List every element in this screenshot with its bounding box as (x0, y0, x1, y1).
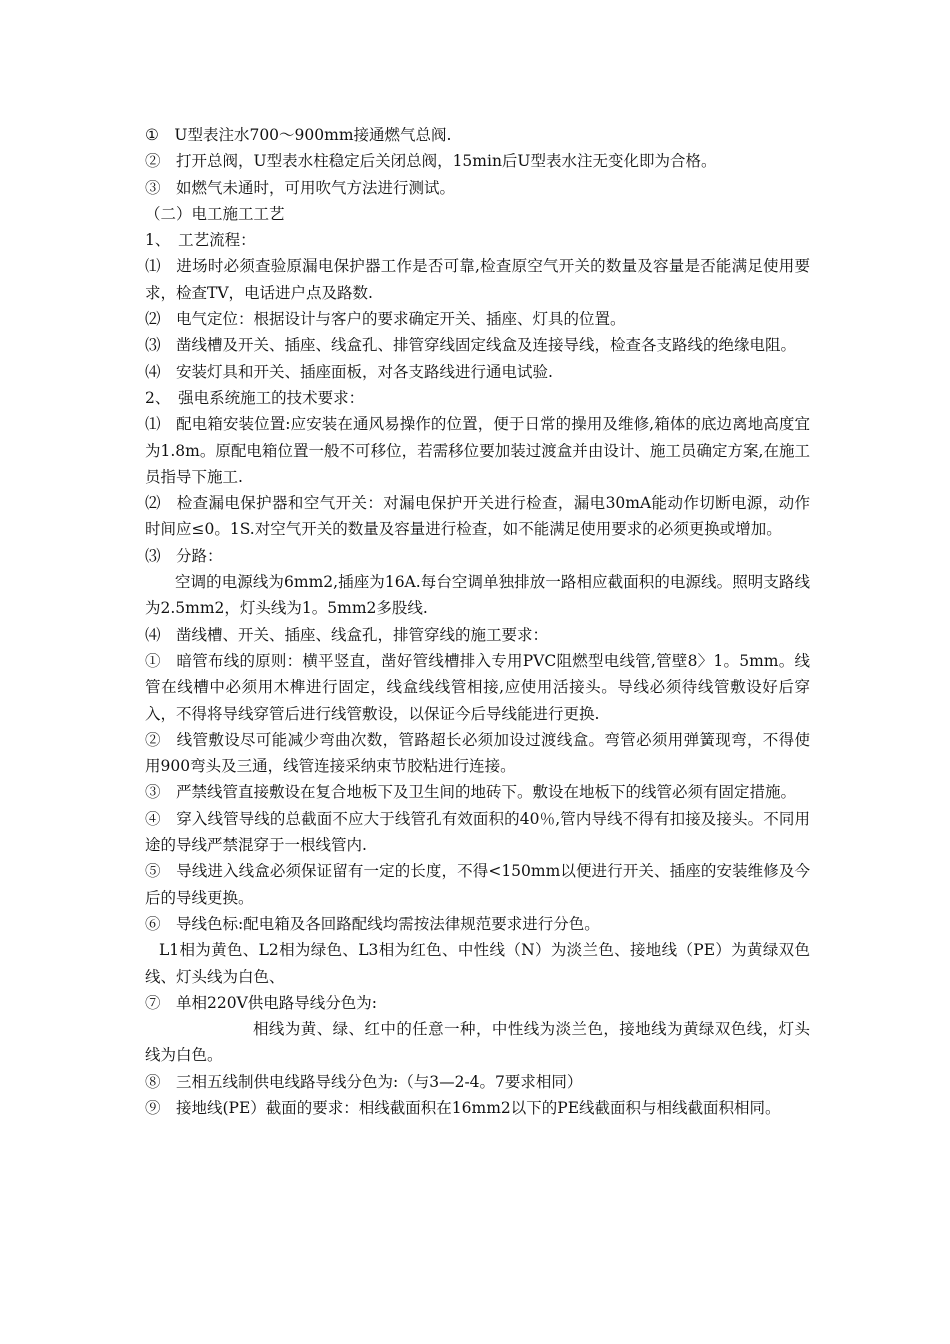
para-17: ② 线管敷设尽可能减少弯曲次数，管路超长必须加设过渡线盒。弯管必须用弹簧现弯，不得使用900弯头及三通，线管连接采纳束节胶粘进行连接。 (145, 730, 810, 776)
para-1: ① U型表注水700～900mm接通燃气总阀. (145, 126, 452, 144)
para-6: ⑴ 进场时必须查验原漏电保护器工作是否可靠,检查原空气开关的数量及容量是否能满足使用要求，检查TV，电话进户点及路数. (145, 257, 810, 302)
para-12: ⑵ 检查漏电保护器和空气开关：对漏电保护开关进行检查，漏电30mA能动作切断电源，动作时间应≤0。1S.对空气开关的数量及容量进行检查，如不能满足使用要求的必须更换或增加。 (145, 494, 810, 539)
para-22: L1相为黄色、L2相为绿色、L3相为红色、中性线（N）为淡兰色、接地线（PE）为黄绿双色线、灯头线为白色、 (145, 941, 810, 986)
para-7: ⑵ 电气定位：根据设计与客户的要求确定开关、插座、灯具的位置。 (145, 310, 626, 329)
para-26: ⑨ 接地线(PE）截面的要求：相线截面积在16mm2以下的PE线截面积与相线截面积相同。 (145, 1098, 781, 1117)
para-19: ④ 穿入线管导线的总截面不应大于线管孔有效面积的40％,管内导线不得有扣接及接头。不同用途的导线严禁混穿于一根线管内. (145, 809, 810, 855)
para-9: ⑷ 安装灯具和开关、插座面板，对各支路线进行通电试验. (145, 362, 553, 381)
para-23: ⑦ 单相220V供电路导线分色为: (145, 993, 378, 1012)
para-15: ⑷ 凿线槽、开关、插座、线盒孔，排管穿线的施工要求： (145, 625, 549, 644)
document-page (145, 122, 810, 1121)
para-5: 1、 工艺流程： (145, 231, 256, 250)
para-20: ⑤ 导线进入线盒必须保证留有一定的长度，不得<150mm以便进行开关、插座的安装维修及今后的导线更换。 (145, 862, 810, 907)
para-2: ② 打开总阀，U型表水柱稳定后关闭总阀，15min后U型表水注无变化即为合格。 (145, 152, 717, 171)
para-13: ⑶ 分路： (145, 546, 223, 565)
para-24: 相线为黄、绿、红中的任意一种，中性线为淡兰色，接地线为黄绿双色线，灯头线为白色。 (145, 1020, 810, 1065)
para-10: 2、 强电系统施工的技术要求： (145, 388, 365, 407)
para-14: 空调的电源线为6mm2,插座为16A.每台空调单独排放一路相应截面积的电源线。照明支路线为2.5mm2，灯头线为1。5mm2多股线. (145, 573, 810, 618)
para-8: ⑶ 凿线槽及开关、插座、线盒孔、排管穿线固定线盒及连接导线，检查各支路线的绝缘电阻。 (145, 336, 797, 355)
para-25: ⑧ 三相五线制供电线路导线分色为:（与3—2-4。7要求相同） (145, 1072, 583, 1091)
para-16: ① 暗管布线的原则：横平竖直，凿好管线槽排入专用PVC阻燃型电线管,管壁8〉1。5mm。线管在线槽中必须用木榫进行固定，线盒线线管相接,应使用活接头。导线必须待线管敷设好后穿入，不得将导线穿管后进行线管敷设，以保证今后导线能进行更换. (145, 651, 810, 723)
section-heading: （二）电工施工工艺 (145, 204, 285, 223)
para-21: ⑥ 导线色标:配电箱及各回路配线均需按法律规范要求进行分色。 (145, 914, 600, 933)
para-18: ③ 严禁线管直接敷设在复合地板下及卫生间的地砖下。敷设在地板下的线管必须有固定措施。 (145, 783, 797, 802)
para-3: ③ 如燃气未通时，可用吹气方法进行测试。 (145, 178, 456, 197)
para-11: ⑴ 配电箱安装位置:应安装在通风易操作的位置，便于日常的操用及维修,箱体的底边离地高度宜为1.8m。原配电箱位置一般不可移位，若需移位要加装过渡盒并由设计、施工员确定方案,在施工员指导下施工. (145, 415, 810, 486)
